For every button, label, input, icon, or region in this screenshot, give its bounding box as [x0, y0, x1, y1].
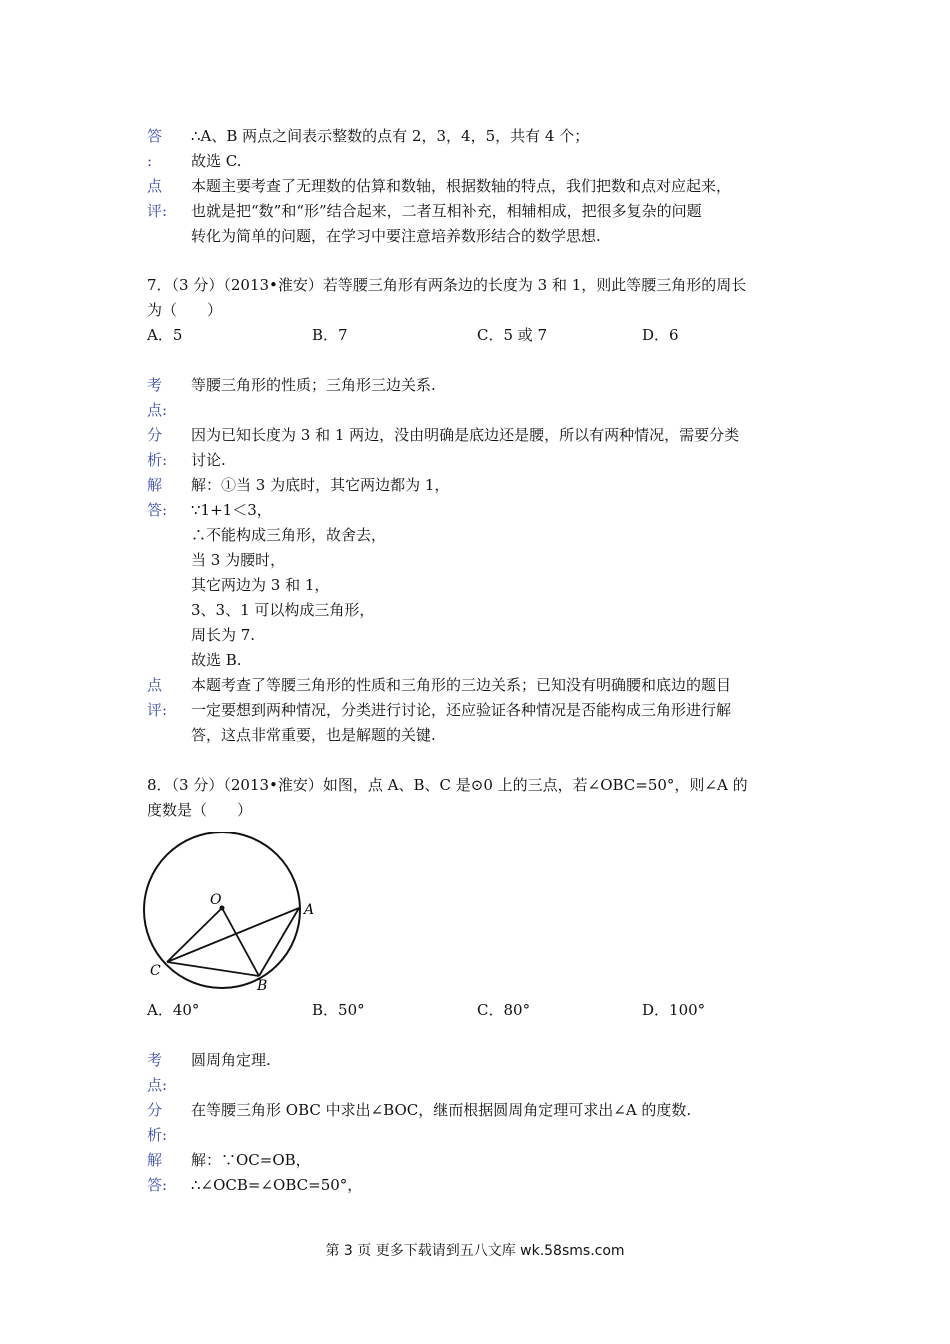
comment-line: 转化为简单的问题，在学习中要注意培养数形结合的数学思想.: [191, 227, 601, 245]
answer-label: 答 :: [147, 127, 163, 170]
question-stem: 8．（3 分）（2013•淮安）如图，点 A、B、C 是⊙0 上的三点，若∠OBC=50°，则∠A 的: [147, 776, 748, 794]
segment-cb: [167, 962, 259, 976]
jieda-line: ∴不能构成三角形，故舍去，: [191, 526, 387, 544]
jieda-label: 解 答:: [147, 476, 168, 519]
question-7: [147, 273, 817, 348]
answer-line: 故选 C.: [191, 152, 242, 170]
question-stem: 度数是（ ）: [147, 801, 253, 819]
jieda-line: 周长为 7.: [191, 626, 256, 644]
question-stem: 为（ ）: [147, 301, 223, 319]
jieda-line: ∵1+1＜3，: [191, 501, 272, 519]
dianping-label: 点 评:: [147, 676, 168, 719]
option-d: D．6: [642, 326, 679, 344]
kaodian-line: 等腰三角形的性质；三角形三边关系.: [191, 376, 436, 394]
jieda-line: ∴∠OCB=∠OBC=50°，: [191, 1176, 363, 1194]
option-b: B．50°: [312, 1001, 365, 1019]
option-b: B．7: [312, 326, 348, 344]
segment-ca: [167, 908, 299, 962]
jieda-line: 其它两边为 3 和 1，: [191, 576, 330, 594]
dianping-line: 答，这点非常重要，也是解题的关键.: [191, 726, 436, 744]
comment-label: 点 评:: [147, 177, 168, 220]
fenxi-label: 分 析:: [147, 426, 168, 469]
option-c: C．5 或 7: [477, 326, 548, 344]
segment-ob: [222, 908, 259, 976]
solution-q8: [147, 1048, 817, 1198]
option-a: A．5: [147, 326, 183, 344]
fenxi-line: 讨论.: [191, 451, 226, 469]
comment-line: 本题主要考查了无理数的估算和数轴，根据数轴的特点，我们把数和点对应起来，: [191, 177, 732, 195]
jieda-line: 3、3、1 可以构成三角形，: [191, 601, 375, 619]
jieda-line: 当 3 为腰时，: [191, 551, 286, 569]
question-stem: 7．（3 分）（2013•淮安）若等腰三角形有两条边的长度为 3 和 1，则此等腰三角形的周长: [147, 276, 747, 294]
fenxi-label: 分 析:: [147, 1101, 168, 1144]
label-a: A: [304, 902, 315, 918]
kaodian-label: 考 点:: [147, 1051, 168, 1094]
dianping-line: 一定要想到两种情况，分类进行讨论，还应验证各种情况是否能构成三角形进行解: [191, 701, 732, 719]
q8-options: [147, 998, 817, 1023]
kaodian-line: 圆周角定理.: [191, 1051, 271, 1069]
label-o: O: [210, 892, 222, 908]
label-c: C: [150, 963, 161, 979]
answer-section-q6: [147, 124, 817, 249]
answer-line: ∴A、B 两点之间表示整数的点有 2，3，4，5，共有 4 个；: [191, 127, 590, 145]
options-row: [147, 323, 817, 348]
label-b: B: [257, 978, 268, 994]
kaodian-label: 考 点:: [147, 376, 168, 419]
dianping-line: 本题考查了等腰三角形的性质和三角形的三边关系；已知没有明确腰和底边的题目: [191, 676, 732, 694]
fenxi-line: 因为已知长度为 3 和 1 两边，没由明确是底边还是腰，所以有两种情况，需要分类: [191, 426, 740, 444]
circle-figure: [138, 832, 328, 997]
option-d: D．100°: [642, 1001, 706, 1019]
option-c: C．80°: [477, 1001, 531, 1019]
comment-line: 也就是把“数”和“形”结合起来，二者互相补充，相辅相成，把很多复杂的问题: [191, 202, 702, 220]
jieda-label: 解 答:: [147, 1151, 168, 1194]
question-8: [147, 773, 817, 823]
jieda-line: 故选 B.: [191, 651, 242, 669]
jieda-line: 解：①当 3 为底时，其它两边都为 1，: [191, 476, 450, 494]
jieda-line: 解：∵OC=OB，: [191, 1151, 311, 1169]
option-a: A．40°: [147, 1001, 200, 1019]
solution-q7: [147, 373, 817, 748]
options-row: [147, 998, 817, 1023]
fenxi-line: 在等腰三角形 OBC 中求出∠BOC，继而根据圆周角定理可求出∠A 的度数.: [191, 1101, 692, 1119]
segment-oc: [167, 908, 222, 962]
page-footer: 第 3 页 更多下载请到五八文库 wk.58sms.com: [325, 1243, 625, 1259]
